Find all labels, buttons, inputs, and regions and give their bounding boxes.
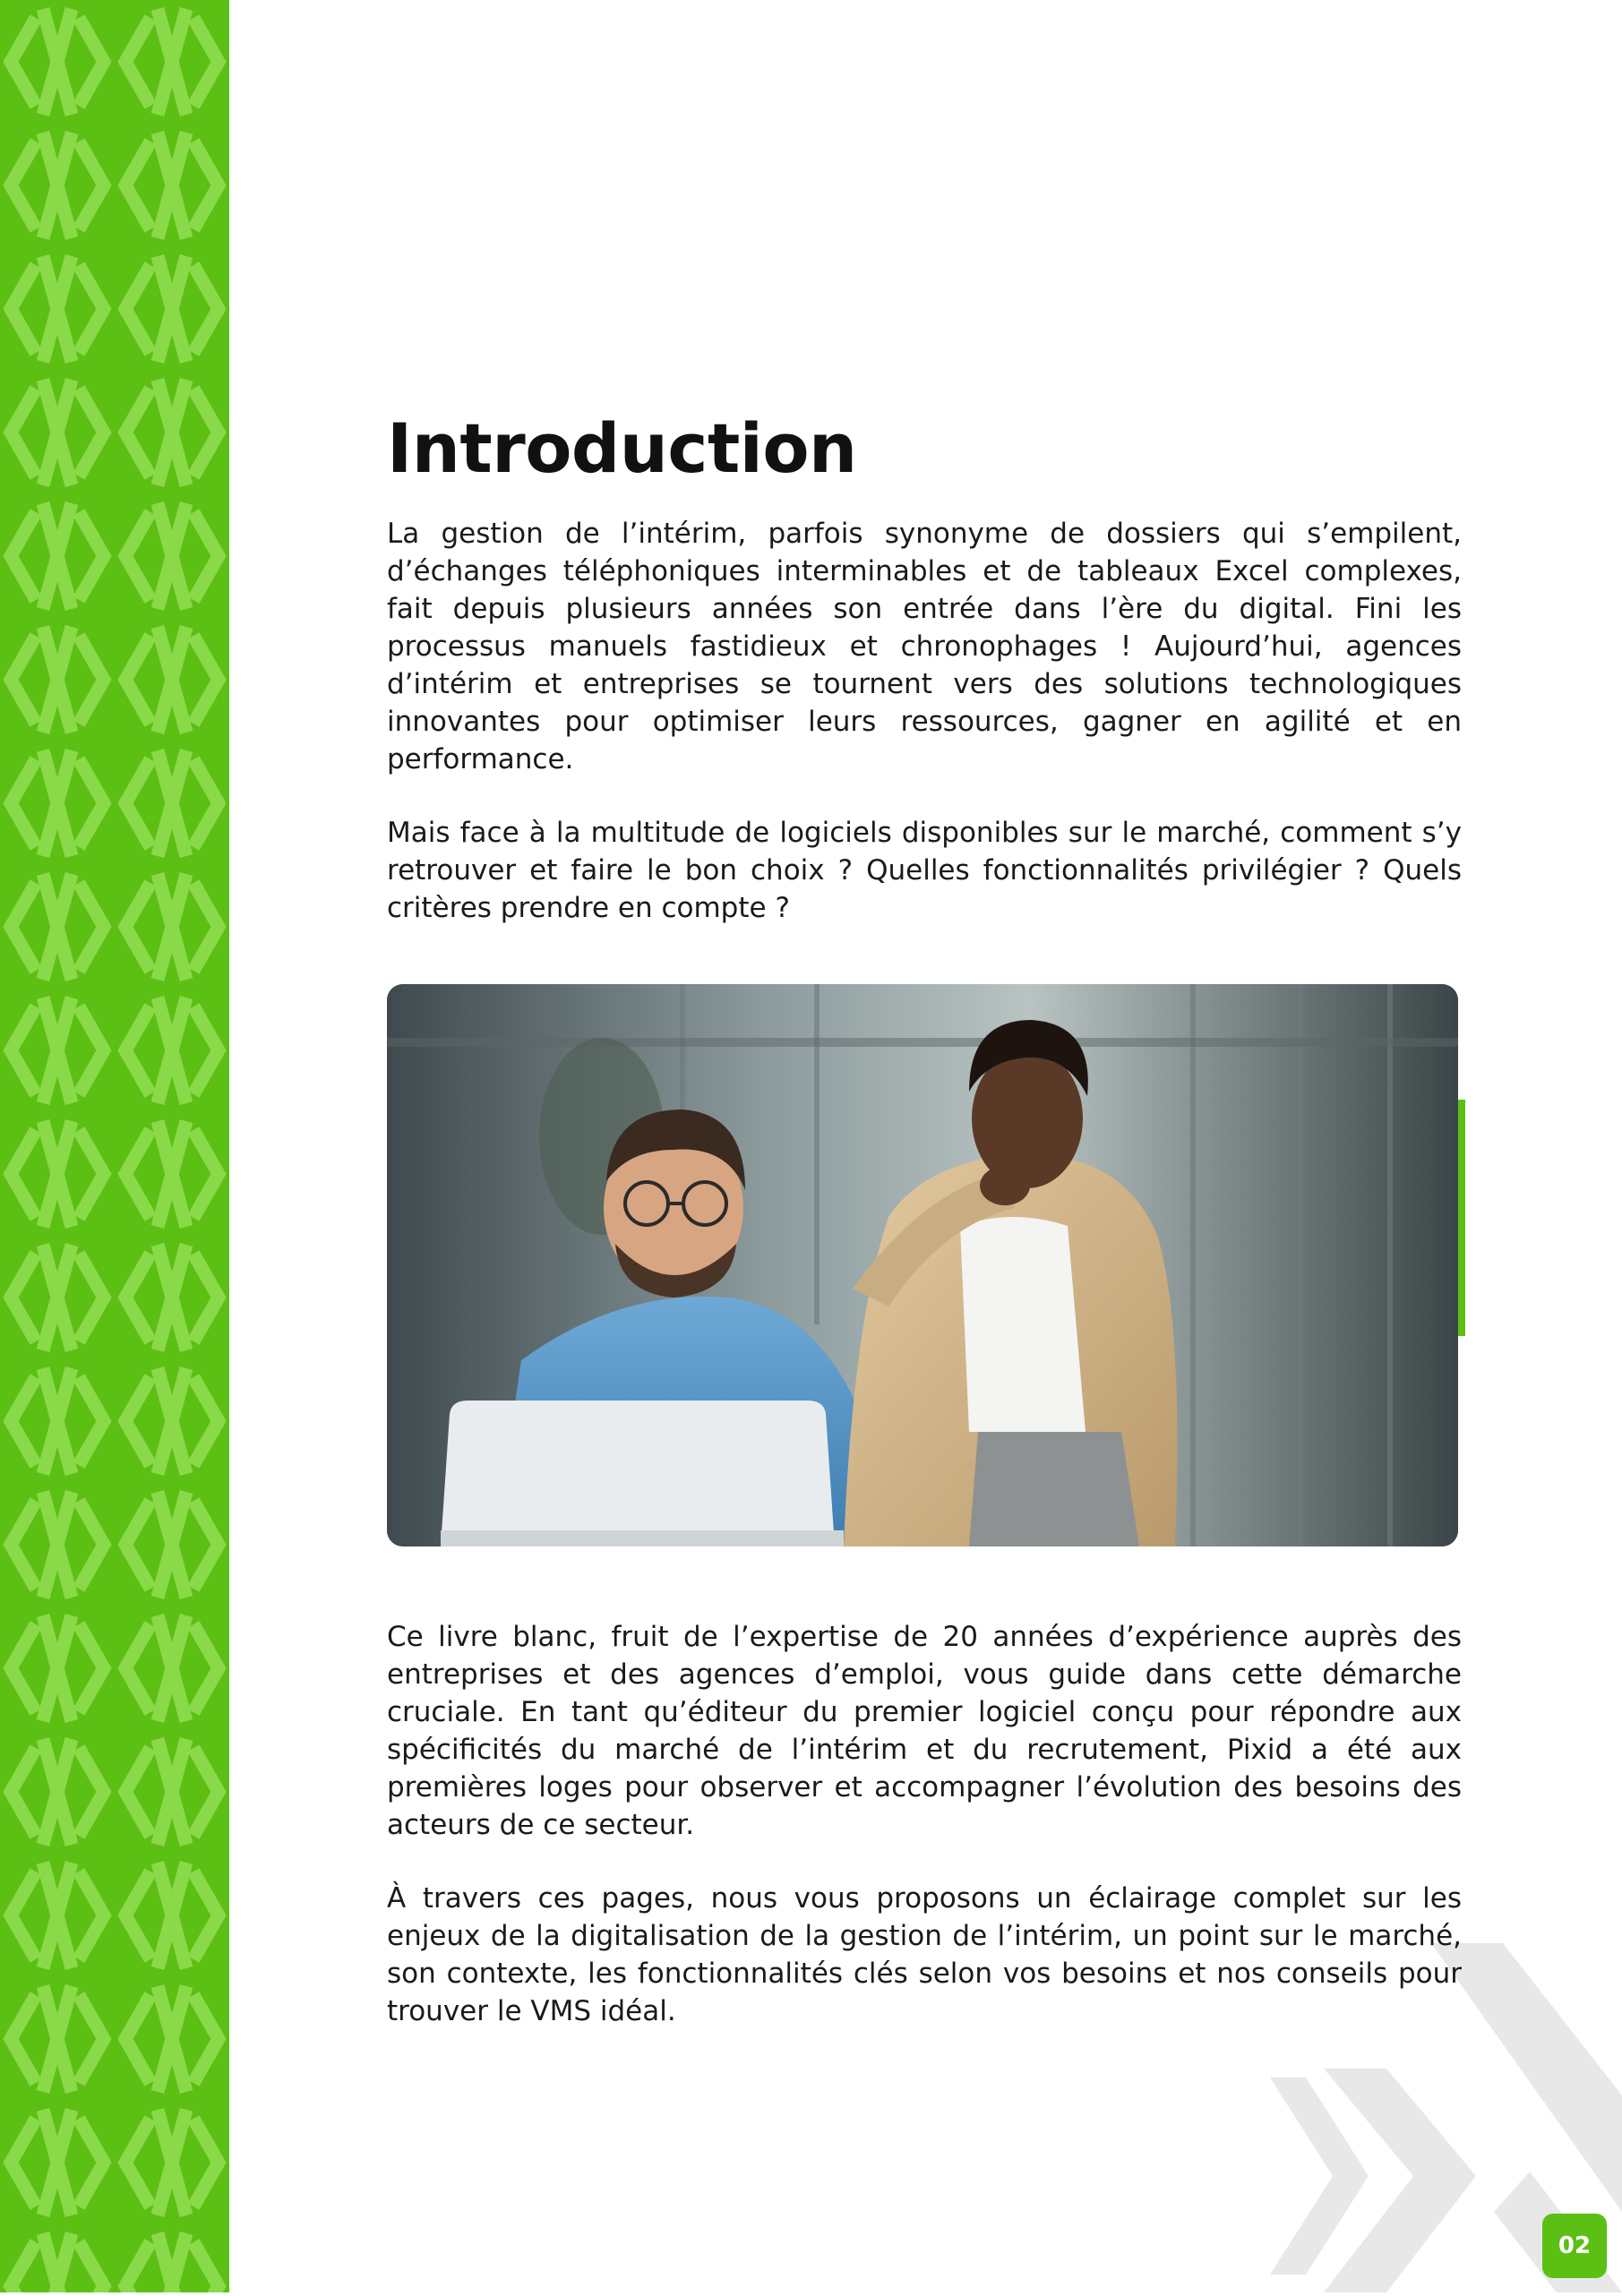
page-content [387,407,1462,2030]
page-title: Introduction [387,408,857,488]
page-number-badge: 02 [1542,2214,1607,2278]
intro-paragraph-1: La gestion de l’intérim, parfois synonyme de dossiers qui s’empilent, d’échanges téléphoniques interminables et de tableaux Excel complexes, fait depuis plusieurs années son entrée dans l’ère du digital. Fini les processus manuels fastidieux et chronophages ! Aujourd’hui, agences d’intérim et entreprises se tournent vers des solutions technologiques innovantes pour optimiser leurs ressources, gagner en agilité et en performance. [387,518,1462,775]
office-photo [387,984,1458,1546]
side-pattern-band [0,0,229,2292]
chevron-x-pattern-icon [0,0,229,2292]
office-photo-illustration [387,984,1458,1546]
intro-paragraph-2: Mais face à la multitude de logiciels disponibles sur le marché, comment s’y retrouver et faire le bon choix ? Quelles fonctionnalités privilégier ? Quels critères prendre en compte ? [387,817,1462,924]
body-paragraph-3: Ce livre blanc, fruit de l’expertise de 20 années d’expérience auprès des entreprises et des agences d’emploi, vous guide dans cette démarche cruciale. En tant qu’éditeur du premier logiciel conçu pour répondre aux spécificités du marché de l’intérim et du recrutement, Pixid a été aux premières loges pour observer et accompagner l’évolution des besoins des acteurs de ce secteur. [387,1621,1462,1841]
body-paragraph-4: À travers ces pages, nous vous proposons un éclairage complet sur les enjeux de la digitalisation de la gestion de l’intérim, un point sur le marché, son contexte, les fonctionnalités clés selon vos besoins et nos conseils pour trouver le VMS idéal. [387,1882,1462,2027]
